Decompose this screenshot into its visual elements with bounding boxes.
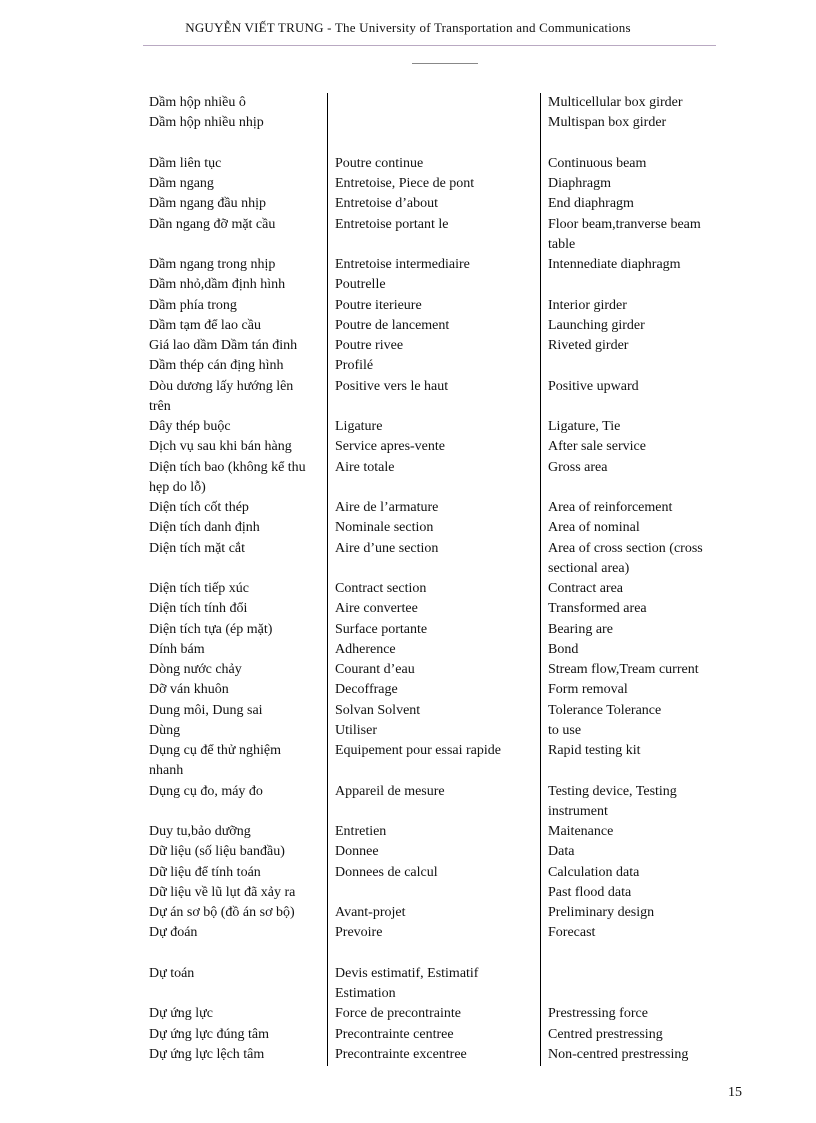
term-english: Floor beam,tranverse beam — [548, 216, 701, 232]
term-english: Launching girder — [548, 317, 645, 333]
term-french: Prevoire — [335, 925, 383, 941]
term-french: Aire de l’armature — [335, 500, 439, 515]
header-short-divider — [412, 63, 478, 64]
term-vietnamese — [149, 134, 327, 154]
term-vietnamese: Dự ứng lực — [149, 1006, 213, 1022]
term-french: Poutrelle — [335, 277, 386, 293]
term-vietnamese: Dụng cụ để thử nghiệm — [149, 743, 282, 758]
term-french: Poutre iterieure — [335, 297, 422, 313]
term-english: Positive upward — [548, 378, 639, 394]
header-author: NGUYỄN VIẾT TRUNG — [185, 20, 324, 35]
term-english: sectional area) — [548, 560, 630, 576]
term-vietnamese: Dự đoán — [149, 925, 198, 941]
term-english: Centred prestressing — [548, 1026, 663, 1042]
term-french — [335, 802, 540, 822]
term-vietnamese: Dầm phía trong — [149, 297, 237, 313]
term-french: Adherence — [335, 641, 396, 657]
term-english: Testing device, Testing — [548, 783, 677, 799]
term-french: Aire d’une section — [335, 540, 439, 556]
term-english: End diaphragm — [548, 196, 634, 212]
term-english — [548, 134, 723, 154]
term-english: Transformed area — [548, 601, 647, 617]
term-french: Solvan Solvent — [335, 702, 421, 718]
term-vietnamese: Dữ liệu (số liệu banđầu) — [149, 844, 285, 860]
term-vietnamese — [149, 559, 327, 579]
term-english: Riveted girder — [548, 338, 629, 353]
term-french: Profilé — [335, 358, 374, 374]
term-vietnamese: Dụng cụ đo, máy đo — [149, 783, 263, 799]
term-english: Multicellular box girder — [548, 95, 683, 110]
term-vietnamese: Dầm ngang trong nhịp — [149, 257, 276, 272]
term-french: Service apres-vente — [335, 439, 445, 455]
term-english: Gross area — [548, 459, 608, 475]
term-vietnamese: Dầm hộp nhiều ô — [149, 95, 246, 110]
term-vietnamese: Dữ liệu để tính toán — [149, 864, 261, 880]
term-vietnamese: Dầm hộp nhiều nhịp — [149, 115, 264, 131]
term-french — [335, 235, 540, 255]
term-french — [335, 134, 540, 154]
term-french — [335, 883, 540, 903]
term-english: Contract area — [548, 581, 624, 596]
term-vietnamese: Dầm ngang đầu nhịp — [149, 196, 267, 212]
column-divider-left — [327, 93, 328, 1066]
term-english: Area of reinforcement — [548, 500, 673, 515]
term-french: Entretoise d’about — [335, 196, 439, 212]
term-french: Devis estimatif, Estimatif — [335, 965, 479, 981]
term-english — [548, 356, 723, 376]
term-french — [335, 113, 540, 133]
term-french: Avant-projet — [335, 905, 406, 920]
term-french: Entretien — [335, 824, 387, 839]
term-english: Prestressing force — [548, 1006, 648, 1022]
term-french: Utiliser — [335, 722, 377, 738]
term-english — [548, 761, 723, 781]
term-vietnamese — [149, 944, 327, 964]
term-vietnamese: Dịch vụ sau khi bán hàng — [149, 439, 292, 455]
term-vietnamese: Dỡ ván khuôn — [149, 682, 229, 698]
term-vietnamese: Diện tích mặt cắt — [149, 540, 246, 556]
term-french: Courant d’eau — [335, 662, 415, 677]
term-english: Form removal — [548, 682, 628, 698]
term-vietnamese: Dòng nước chảy — [149, 662, 242, 677]
term-french: Contract section — [335, 581, 427, 596]
term-vietnamese: Dữ liệu về lũ lụt đã xảy ra — [149, 884, 296, 900]
term-english: After sale service — [548, 439, 646, 455]
term-vietnamese: Diện tích cốt thép — [149, 500, 249, 515]
term-english: Ligature, Tie — [548, 419, 621, 434]
term-french — [335, 761, 540, 781]
term-vietnamese: Dính bám — [149, 641, 205, 657]
term-vietnamese: nhanh — [149, 763, 184, 779]
term-english: instrument — [548, 803, 608, 819]
term-english: Area of cross section (cross — [548, 540, 703, 556]
term-vietnamese: Dầm liên tục — [149, 155, 222, 171]
term-english: Forecast — [548, 925, 596, 941]
term-vietnamese: hẹp do lỗ) — [149, 479, 206, 495]
term-french: Appareil de mesure — [335, 783, 445, 799]
term-vietnamese — [149, 984, 327, 1004]
term-french — [335, 397, 540, 417]
term-vietnamese: Dung môi, Dung sai — [149, 702, 263, 718]
term-vietnamese: Dự ứng lực lệch tâm — [149, 1046, 265, 1062]
term-english — [548, 944, 723, 964]
term-vietnamese: Dây thép buộc — [149, 419, 231, 434]
term-french — [335, 559, 540, 579]
term-vietnamese: Diện tích bao (không kể thu — [149, 459, 306, 475]
term-vietnamese: Dầm nhỏ,dầm định hình — [149, 277, 286, 293]
page-header — [0, 20, 816, 36]
term-french: Aire totale — [335, 459, 395, 475]
term-english — [548, 964, 723, 984]
term-english: Multispan box girder — [548, 115, 667, 131]
term-english: Area of nominal — [548, 520, 640, 536]
term-vietnamese — [149, 802, 327, 822]
term-french: Nominale section — [335, 520, 434, 536]
term-english: Preliminary design — [548, 905, 655, 920]
term-french: Donnees de calcul — [335, 864, 438, 880]
term-english: Stream flow,Tream current — [548, 662, 699, 677]
term-french: Entretoise intermediaire — [335, 257, 470, 272]
term-english: Data — [548, 844, 575, 860]
term-english: Non-centred prestressing — [548, 1046, 689, 1062]
term-vietnamese: Dần ngang đỡ mặt cầu — [149, 216, 276, 232]
term-english: Rapid testing kit — [548, 743, 641, 758]
term-french: Equipement pour essai rapide — [335, 743, 502, 758]
term-vietnamese — [149, 235, 327, 255]
term-english: to use — [548, 722, 582, 738]
term-english: Bearing are — [548, 621, 613, 637]
term-vietnamese: Dự ứng lực đúng tâm — [149, 1026, 269, 1042]
term-french: Aire convertee — [335, 601, 418, 617]
term-french: Entretoise, Piece de pont — [335, 176, 475, 191]
term-french — [335, 93, 540, 113]
term-english: Continuous beam — [548, 155, 647, 171]
term-vietnamese: Diện tích tựa (ép mặt) — [149, 621, 273, 637]
term-vietnamese: Dòu dương lấy hướng lên — [149, 378, 294, 394]
term-english: Bond — [548, 641, 579, 657]
term-french: Ligature — [335, 419, 383, 434]
term-vietnamese: Giá lao dầm Dầm tán đinh — [149, 338, 298, 353]
column-vietnamese — [149, 93, 327, 1065]
term-french: Positive vers le haut — [335, 378, 449, 394]
term-english: table — [548, 236, 576, 252]
column-english — [548, 93, 723, 1065]
term-french: Precontrainte excentree — [335, 1046, 467, 1062]
term-french: Surface portante — [335, 621, 428, 637]
term-english: Interior girder — [548, 297, 627, 313]
term-french: Estimation — [335, 986, 396, 1001]
term-french: Precontrainte centree — [335, 1026, 454, 1042]
column-french — [335, 93, 540, 1065]
term-vietnamese: Diện tích tính đổi — [149, 601, 248, 617]
term-french: Donnee — [335, 844, 379, 860]
term-english: Diaphragm — [548, 176, 611, 191]
page-number: 15 — [728, 1085, 742, 1100]
term-english: Tolerance Tolerance — [548, 702, 662, 718]
term-vietnamese: Dự toán — [149, 965, 195, 981]
header-separator: - — [323, 20, 335, 35]
term-french: Decoffrage — [335, 682, 398, 698]
term-english: Maitenance — [548, 824, 614, 839]
term-vietnamese: Dầm thép cán địng hình — [149, 358, 284, 374]
term-french: Force de precontrainte — [335, 1006, 461, 1022]
term-english — [548, 275, 723, 295]
term-vietnamese: Duy tu,bảo dưỡng — [149, 824, 251, 839]
term-french — [335, 478, 540, 498]
term-vietnamese: Dự án sơ bộ (đồ án sơ bộ) — [149, 905, 295, 920]
term-french: Poutre rivee — [335, 338, 404, 353]
term-vietnamese: Dầm tạm để lao cầu — [149, 317, 261, 333]
term-english — [548, 478, 723, 498]
header-divider — [143, 45, 716, 46]
term-vietnamese: Diện tích tiếp xúc — [149, 581, 249, 596]
term-french — [335, 944, 540, 964]
term-english: Calculation data — [548, 864, 640, 880]
term-vietnamese: Dầm ngang — [149, 176, 214, 191]
column-divider-right — [540, 93, 541, 1066]
term-french: Entretoise portant le — [335, 216, 449, 232]
term-vietnamese: trên — [149, 398, 171, 414]
header-institution: The University of Transportation and Communications — [334, 20, 631, 35]
term-english — [548, 397, 723, 417]
term-french: Poutre de lancement — [335, 317, 450, 333]
term-french: Poutre continue — [335, 155, 424, 171]
term-english — [548, 984, 723, 1004]
term-english: Intennediate diaphragm — [548, 257, 681, 272]
term-english: Past flood data — [548, 884, 632, 900]
term-vietnamese: Dùng — [149, 722, 181, 738]
term-vietnamese: Diện tích danh định — [149, 520, 260, 536]
